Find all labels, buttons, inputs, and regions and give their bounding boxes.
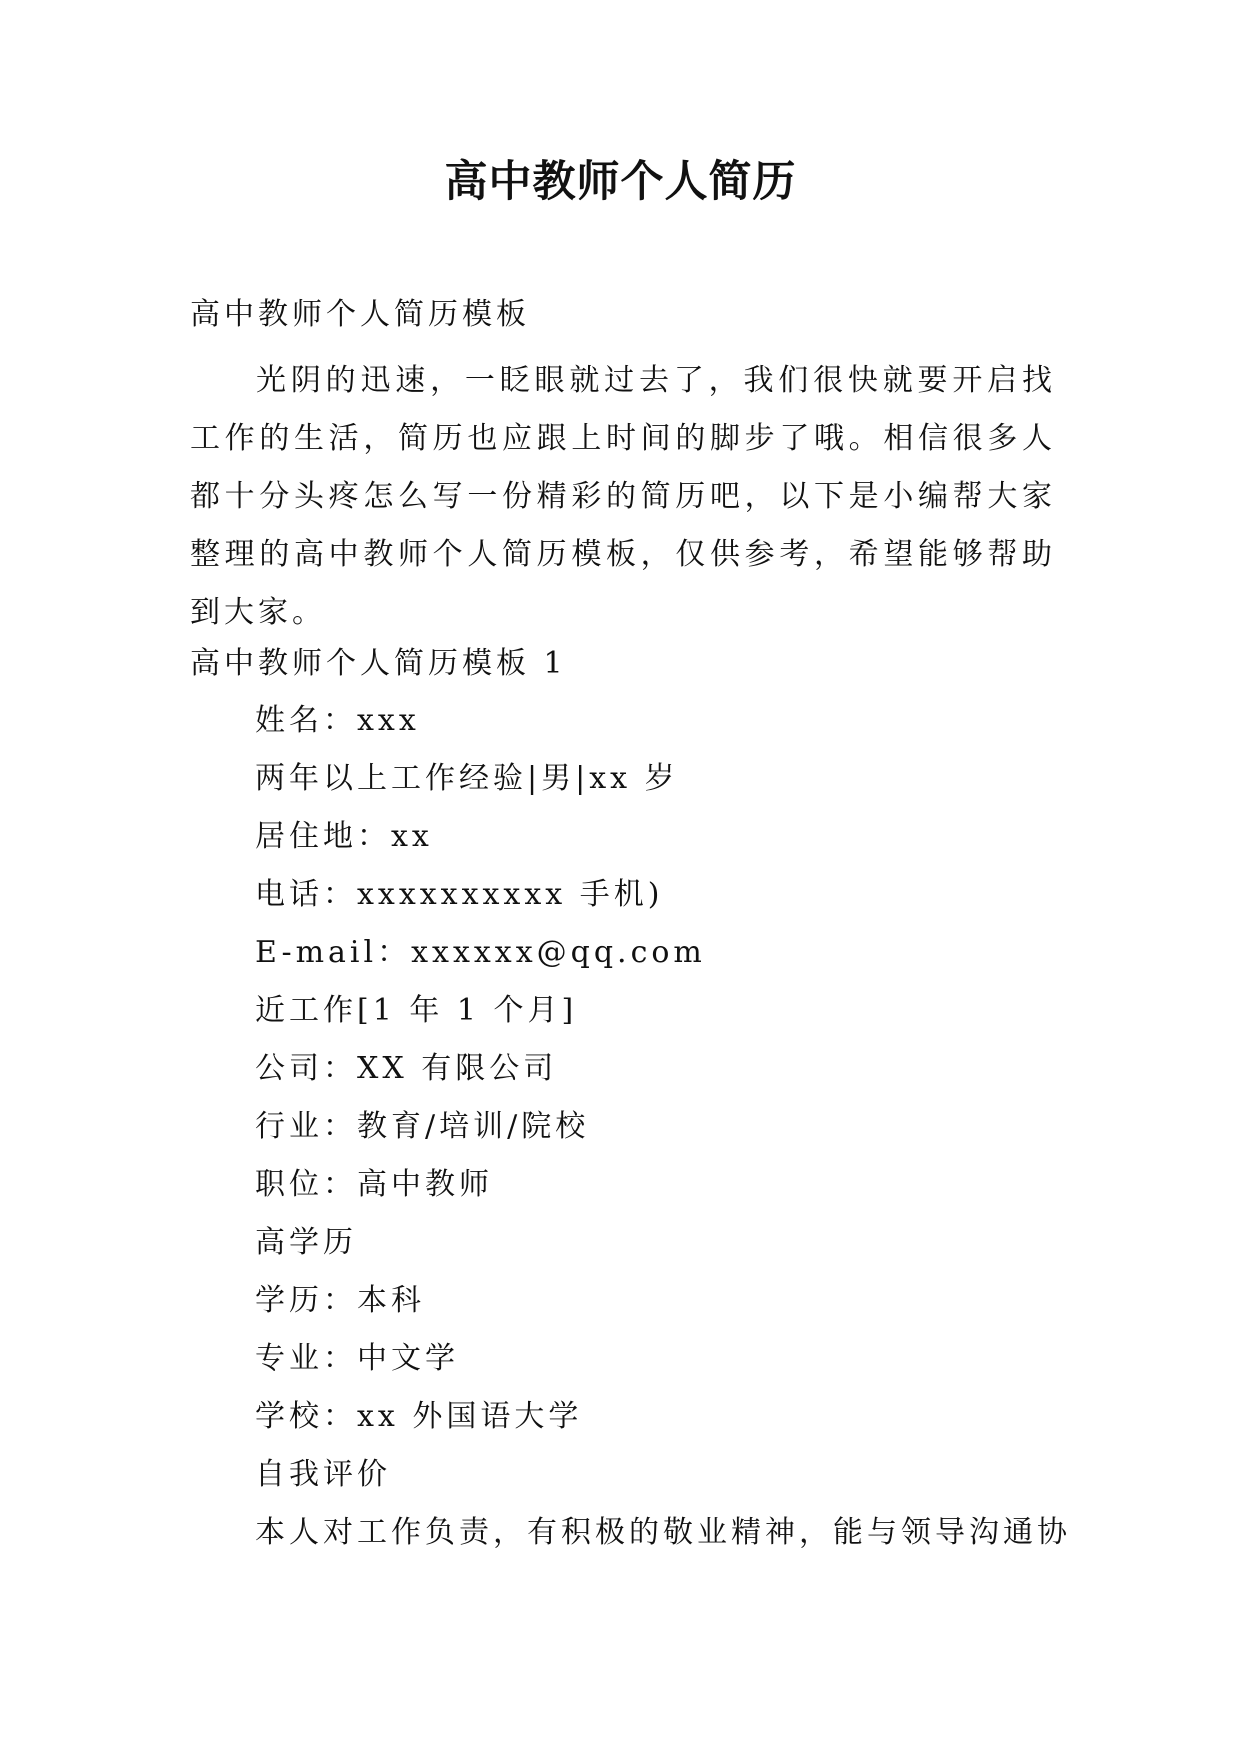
resume-line-evaluation-text: 本人对工作负责，有积极的敬业精神，能与领导沟通协 <box>255 1515 1071 1550</box>
resume-line-experience: 两年以上工作经验|男|xx 岁 <box>255 761 679 796</box>
resume-line-phone: 电话：xxxxxxxxxx 手机) <box>255 877 664 912</box>
document-title: 高中教师个人简历 <box>444 157 797 207</box>
resume-line-major: 专业：中文学 <box>255 1341 459 1376</box>
intro-paragraph: 光阴的迅速，一眨眼就过去了，我们很快就要开启找工作的生活，简历也应跟上时间的脚步了哦。相信很多人都十分头疼怎么写一份精彩的简历吧，以下是小编帮大家整理的高中教师个人简历模板，仅供参考，希望能够帮助到大家。 <box>190 363 1056 630</box>
resume-line-highest-education: 高学历 <box>255 1225 357 1260</box>
resume-line-school: 学校：xx 外国语大学 <box>255 1399 583 1434</box>
resume-line-self-evaluation: 自我评价 <box>255 1457 391 1492</box>
resume-line-company: 公司：XX 有限公司 <box>255 1051 558 1086</box>
resume-line-position: 职位：高中教师 <box>255 1167 493 1202</box>
section-heading: 高中教师个人简历模板 <box>190 297 530 332</box>
resume-line-industry: 行业：教育/培训/院校 <box>255 1109 590 1144</box>
template-heading: 高中教师个人简历模板 1 <box>190 646 567 681</box>
resume-line-recent-work: 近工作[1 年 1 个月] <box>255 993 578 1028</box>
resume-line-email: E-mail：xxxxxx@qq.com <box>255 935 706 970</box>
resume-line-residence: 居住地：xx <box>255 819 433 854</box>
resume-line-degree: 学历：本科 <box>255 1283 425 1318</box>
resume-line-name: 姓名：xxx <box>255 703 420 738</box>
